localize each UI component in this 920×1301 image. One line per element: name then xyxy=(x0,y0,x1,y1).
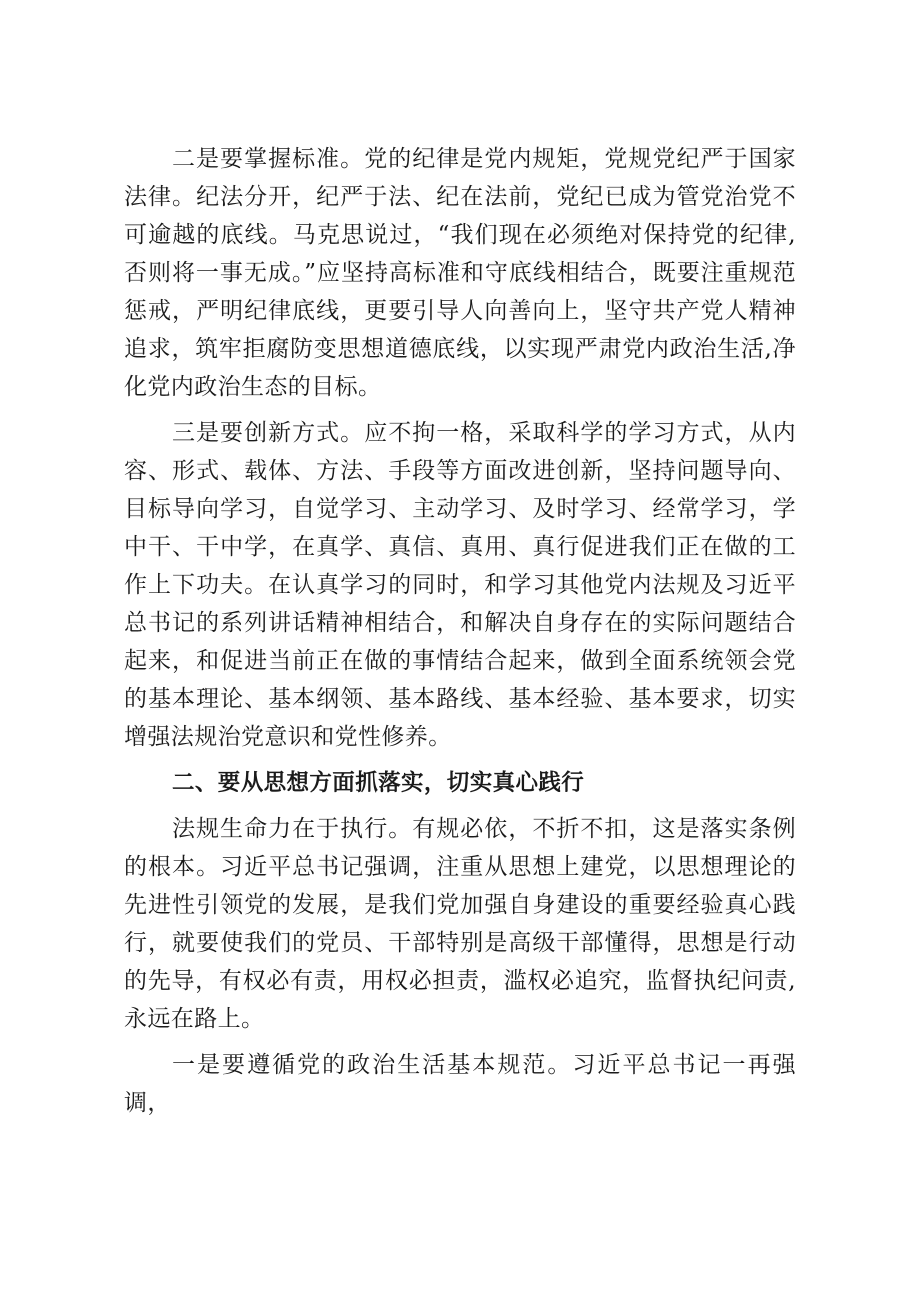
paragraph-political-life: 一是要遵循党的政治生活基本规范。习近平总书记一再强调， xyxy=(124,1052,796,1116)
paragraph-master-standards: 二是要掌握标准。党的纪律是党内规矩，党规党纪严于国家法律。纪法分开，纪严于法、纪在法前，党纪已成为管党治党不可逾越的底线。马克思说过，“我们现在必须绝对保持党的纪律,否则将一事无成。”应坚持高标准和守底线相结合，既要注重规范惩戒，严明纪律底线，更要引导人向善向上，坚守共产党人精神追求，筑牢拒腐防变思想道德底线，以实现严肃党内政治生活,净化党内政治生态的目标。 xyxy=(124,146,796,400)
section-heading: 二、要从思想方面抓落实，切实真心践行 xyxy=(172,770,585,796)
paragraph-innovate-methods: 三是要创新方式。应不拘一格，采取科学的学习方式，从内容、形式、载体、方法、手段等方面改进创新，坚持问题导向、目标导向学习，自觉学习、主动学习、及时学习、经常学习，学中干、干中学，在真学、真信、真用、真行促进我们正在做的工作上下功夫。在认真学习的同时，和学习其他党内法规及习近平总书记的系列讲话精神相结合，和解决自身存在的实际问题结合起来，和促进当前正在做的事情结合起来，做到全面系统领会党的基本理论、基本纲领、基本路线、基本经验、基本要求，切实增强法规治党意识和党性修养。 xyxy=(124,420,796,750)
paragraph-execution: 法规生命力在于执行。有规必依，不折不扣，这是落实条例的根本。习近平总书记强调，注重从思想上建党，以思想理论的先进性引领党的发展，是我们党加强自身建设的重要经验真心践行，就要使我们的党员、干部特别是高级干部懂得，思想是行动的先导，有权必有责，用权必担责，滥权必追究，监督执纪问责,永远在路上。 xyxy=(124,816,796,1032)
document-body xyxy=(124,140,796,1130)
